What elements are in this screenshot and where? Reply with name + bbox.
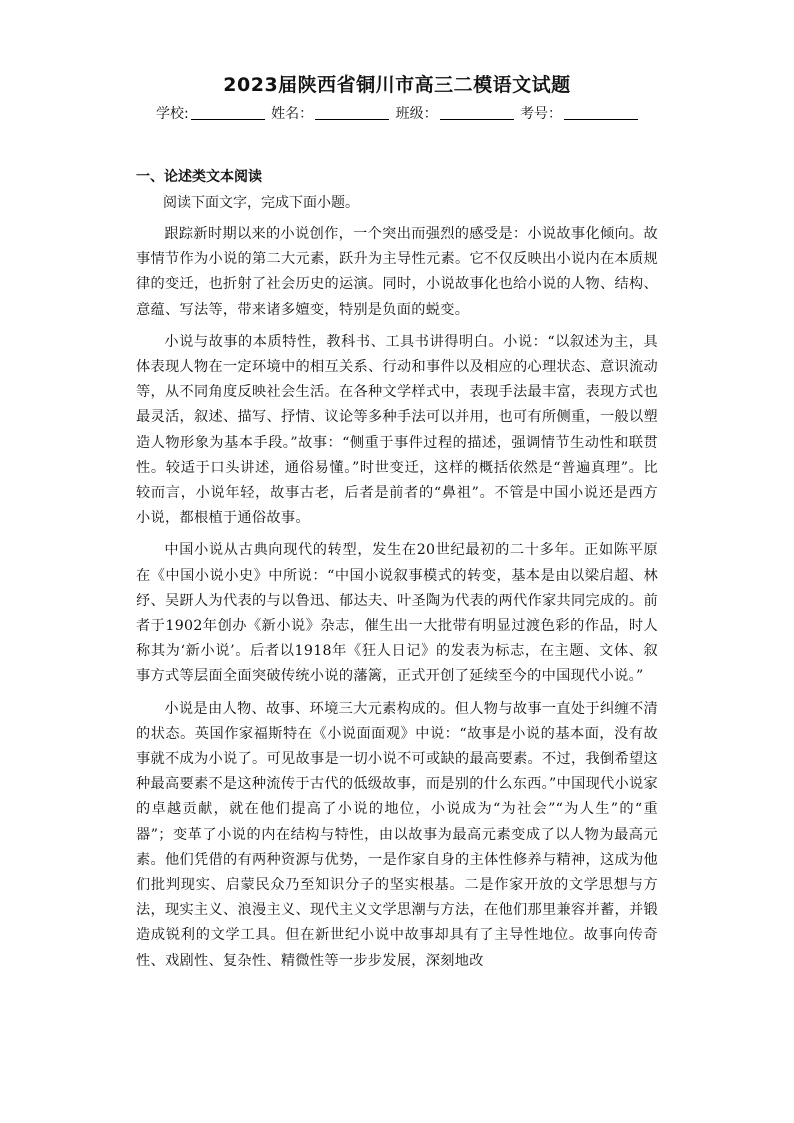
name-label: 姓名：: [271, 106, 314, 122]
exam-number-blank: [564, 105, 638, 120]
page-title: 2023届陕西省铜川市高三二模语文试题: [223, 74, 571, 96]
student-info-fields: [0, 103, 794, 123]
passage-paragraph-1: 跟踪新时期以来的小说创作，一个突出而强烈的感受是：小说故事化倾向。故事情节作为小说的第二大元素，跃升为主导性元素。它不仅反映出小说内在本质规律的变迁，也折射了社会历史的运演。同时，小说故事化也给小说的人物、结构、意蕴、写法等，带来诸多嬗变，特别是负面的蜕变。: [136, 226, 658, 318]
passage-paragraph-2: 小说与故事的本质特性，教科书、工具书讲得明白。小说：“以叙述为主，具体表现人物在一定环境中的相互关系、行动和事件以及相应的心理状态、意识流动等，从不同角度反映社会生活。在各种文学样式中，表现手法最丰富，表现方式也最灵活，叙述、描写、抒情、议论等多种手法可以并用，也可有所侧重，一般以塑造人物形象为基本手段。”故事：“侧重于事件过程的描述，强调情节生动性和联贯性。较适于口头讲述，通俗易懂。”时世变迁，这样的概括依然是“普遍真理”。比较而言，小说年轻，故事古老，后者是前者的“鼻祖”。不管是中国小说还是西方小说，都根植于通俗故事。: [136, 333, 658, 527]
class-label: 班级：: [395, 106, 438, 122]
passage-paragraph-4: 小说是由人物、故事、环境三大元素构成的。但人物与故事一直处于纠缠不清的状态。英国作家福斯特在《小说面面观》中说：“故事是小说的基本面，没有故事就不成为小说了。可见故事是一切小说不可或缺的最高要素。不过，我倒希望这种最高要素不是这种流传于古代的低级故事，而是别的什么东西。”中国现代小说家的卓越贡献，就在他们提高了小说的地位，小说成为“为社会”“为人生”的“重器”；变革了小说的内在结构与特性，由以故事为最高元素变成了以人物为最高元素。他们凭借的有两种资源与优势，一是作家自身的主体性修养与精神，这成为他们批判现实、启蒙民众乃至知识分子的坚实根基。二是作家开放的文学思想与方法，现实主义、浪漫主义、现代主义文学思潮与方法，在他们那里兼容并蓄，并锻造成锐利的文学工具。但在新世纪小说中故事却具有了主导性地位。故事向传奇性、戏剧性、复杂性、精微性等一步步发展，深刻地改: [136, 700, 659, 969]
name-blank: [315, 105, 389, 120]
exam-number-field: [520, 103, 638, 123]
reading-passage: [136, 222, 658, 981]
reading-instruction: 阅读下面文字，完成下面小题。: [163, 195, 359, 211]
school-field: [156, 103, 265, 123]
school-label: 学校:: [155, 106, 189, 122]
class-field: [396, 103, 514, 123]
school-blank: [191, 105, 265, 120]
section-heading: 一、论述类文本阅读: [136, 169, 262, 185]
class-blank: [440, 105, 514, 120]
passage-paragraph-3: 中国小说从古典向现代的转型，发生在20世纪最初的二十多年。正如陈平原在《中国小说小史》中所说：“中国小说叙事模式的转变，基本是由以梁启超、林纾、吴趼人为代表的与以鲁迅、郁达夫、叶圣陶为代表的两代作家共同完成的。前者于1902年创办《新小说》杂志，催生出一大批带有明显过渡色彩的作品，时人称其为‘新小说’。后者以1918年《狂人日记》的发表为标志，在主题、文体、叙事方式等层面全面突破传统小说的藩篱，正式开创了延续至今的中国现代小说。”: [136, 542, 658, 685]
name-field: [271, 103, 389, 123]
exam-number-label: 考号：: [520, 106, 563, 122]
